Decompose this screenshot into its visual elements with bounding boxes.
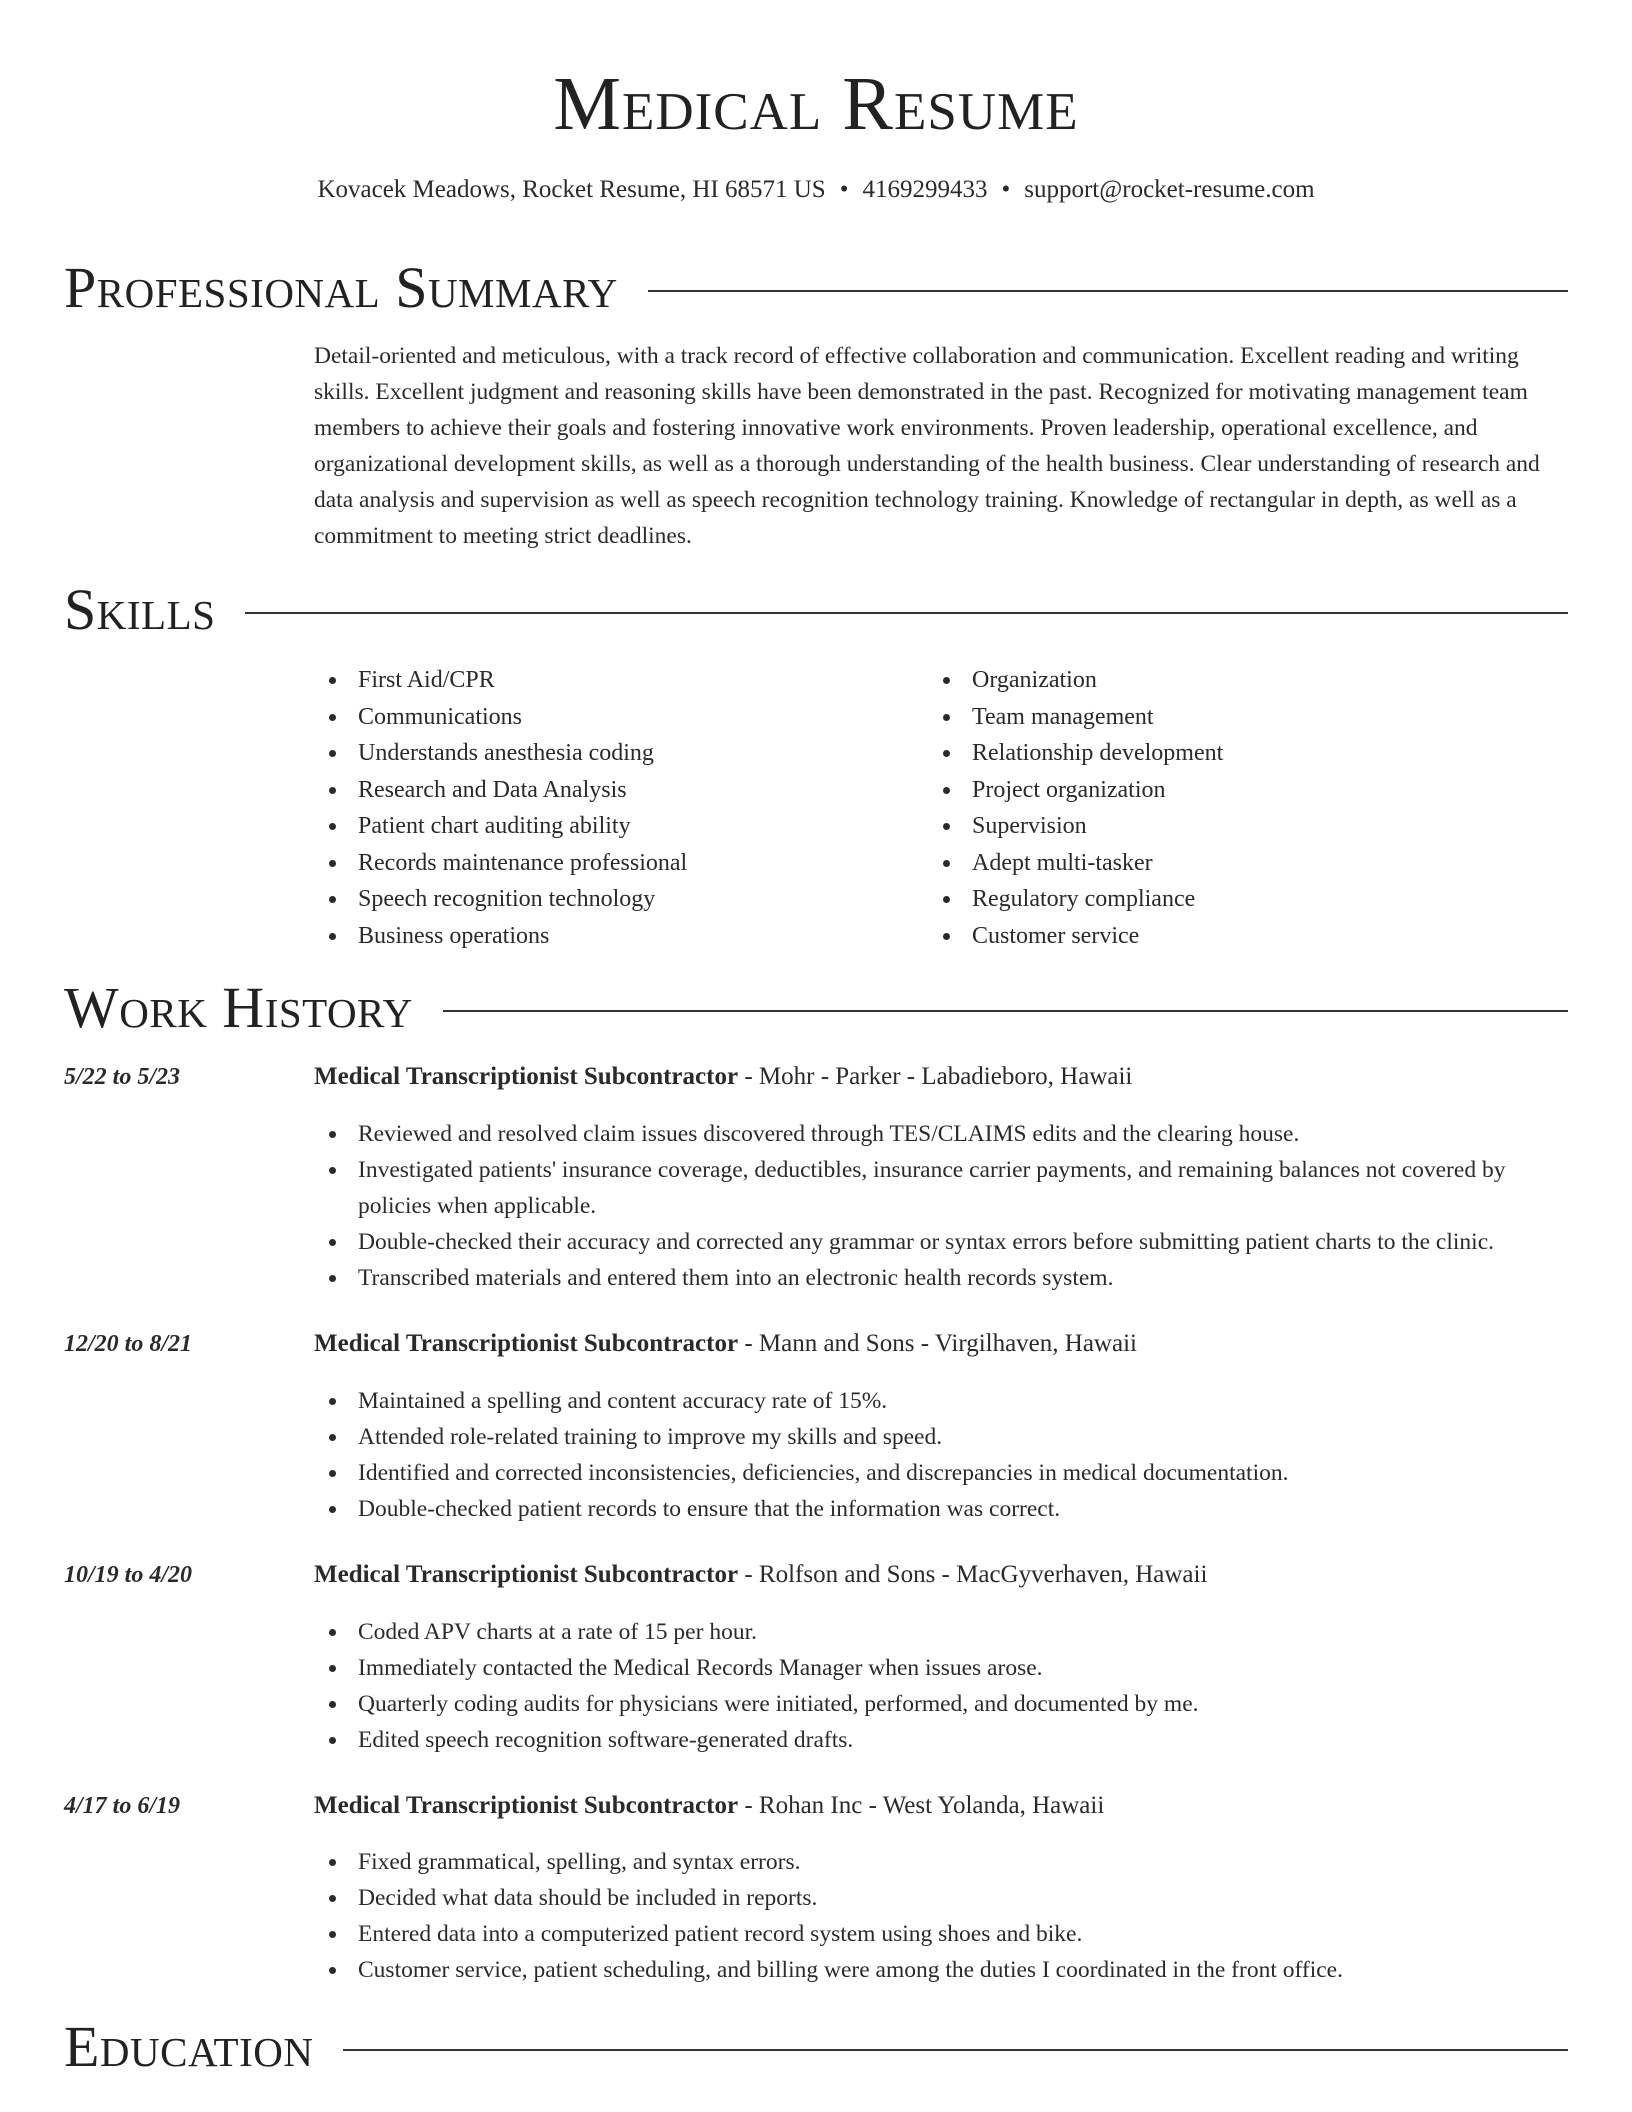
- education-section-title: Education: [64, 2014, 314, 2079]
- job-title: Medical Transcriptionist Subcontractor: [314, 1330, 739, 1357]
- job-title: Medical Transcriptionist Subcontractor: [314, 1792, 739, 1819]
- skill-item: Understands anesthesia coding: [314, 735, 914, 772]
- job-heading: [314, 1790, 1104, 1822]
- job-dates: 5/22 to 5/23: [64, 1064, 181, 1090]
- job-bullets: [314, 1116, 1574, 1296]
- job-bullet: Entered data into a computerized patient record system using shoes and bike.: [314, 1916, 1574, 1952]
- contact-email: support@rocket-resume.com: [1024, 176, 1315, 203]
- skill-item: First Aid/CPR: [314, 662, 914, 699]
- contact-phone: 4169299433: [862, 176, 988, 203]
- skill-item: Research and Data Analysis: [314, 772, 914, 809]
- contact-line: [0, 174, 1632, 206]
- work-section-title: Work History: [64, 975, 413, 1040]
- job-bullets: [314, 1383, 1574, 1527]
- skill-item: Business operations: [314, 918, 914, 955]
- skills-section-title: Skills: [64, 577, 216, 642]
- job-bullet: Customer service, patient scheduling, and billing were among the duties I coordinated in the front office.: [314, 1952, 1574, 1988]
- job-bullet: Reviewed and resolved claim issues discovered through TES/CLAIMS edits and the clearing house.: [314, 1116, 1574, 1152]
- job-bullet: Edited speech recognition software-generated drafts.: [314, 1722, 1574, 1758]
- job-title: Medical Transcriptionist Subcontractor: [314, 1561, 739, 1588]
- job-dates: 10/19 to 4/20: [64, 1562, 193, 1588]
- skill-item: Speech recognition technology: [314, 881, 914, 918]
- job-bullet: Investigated patients' insurance coverage, deductibles, insurance carrier payments, and remaining balances not covered by policies when applicable.: [314, 1152, 1574, 1224]
- skill-item: Team management: [928, 699, 1528, 736]
- job-dates: 12/20 to 8/21: [64, 1331, 193, 1357]
- skill-item: Relationship development: [928, 735, 1528, 772]
- job-bullet: Attended role-related training to improve my skills and speed.: [314, 1419, 1574, 1455]
- contact-address: Kovacek Meadows, Rocket Resume, HI 68571 US: [317, 176, 826, 203]
- section-divider: [245, 612, 1568, 614]
- job-heading: [314, 1559, 1207, 1591]
- job-dates: 4/17 to 6/19: [64, 1793, 181, 1819]
- job-bullet: Fixed grammatical, spelling, and syntax errors.: [314, 1844, 1574, 1880]
- job-bullet: Immediately contacted the Medical Records Manager when issues arose.: [314, 1650, 1574, 1686]
- summary-section-header: [64, 256, 1568, 320]
- job-company: - Mohr - Parker - Labadieboro, Hawaii: [738, 1063, 1133, 1090]
- skill-item: Customer service: [928, 918, 1528, 955]
- skill-item: Patient chart auditing ability: [314, 808, 914, 845]
- job-company: - Rohan Inc - West Yolanda, Hawaii: [738, 1792, 1105, 1819]
- skills-list-right: [928, 662, 1528, 954]
- job-bullet: Transcribed materials and entered them into an electronic health records system.: [314, 1260, 1574, 1296]
- skill-item: Project organization: [928, 772, 1528, 809]
- job-bullet: Quarterly coding audits for physicians were initiated, performed, and documented by me.: [314, 1686, 1574, 1722]
- job-bullet: Coded APV charts at a rate of 15 per hour.: [314, 1614, 1574, 1650]
- job-title: Medical Transcriptionist Subcontractor: [314, 1063, 739, 1090]
- job-bullet: Decided what data should be included in reports.: [314, 1880, 1574, 1916]
- contact-separator: •: [839, 176, 849, 203]
- summary-section-title: Professional Summary: [64, 255, 618, 320]
- contact-separator: •: [1001, 176, 1011, 203]
- education-section-header: [64, 2015, 1568, 2079]
- job-bullet: Identified and corrected inconsistencies, deficiencies, and discrepancies in medical documentation.: [314, 1455, 1574, 1491]
- job-bullets: [314, 1844, 1574, 1988]
- skill-item: Records maintenance professional: [314, 845, 914, 882]
- skill-item: Supervision: [928, 808, 1528, 845]
- job-company: - Rolfson and Sons - MacGyverhaven, Hawaii: [738, 1561, 1208, 1588]
- skills-section-header: [64, 578, 1568, 642]
- section-divider: [648, 290, 1568, 292]
- summary-text: Detail-oriented and meticulous, with a track record of effective collaboration and communication. Excellent reading and writing skills. Excellent judgment and reasoning skills have been demonstrated in the past. Recognized for motivating management team members to achieve their goals and fostering innovative work environments. Proven leadership, operational excellence, and organizational development skills, as well as a thorough understanding of the health business. Clear understanding of research and data analysis and supervision as well as speech recognition technology training. Knowledge of rectangular in depth, as well as a commitment to meeting strict deadlines.: [314, 343, 1540, 549]
- resume-title: Medical Resume: [553, 62, 1079, 146]
- job-heading: [314, 1061, 1132, 1093]
- job-bullet: Maintained a spelling and content accuracy rate of 15%.: [314, 1383, 1574, 1419]
- skill-item: Communications: [314, 699, 914, 736]
- skills-list-left: [314, 662, 914, 954]
- section-divider: [443, 1010, 1568, 1012]
- work-section-header: [64, 976, 1568, 1040]
- skill-item: Adept multi-tasker: [928, 845, 1528, 882]
- job-bullets: [314, 1614, 1574, 1758]
- job-company: - Mann and Sons - Virgilhaven, Hawaii: [738, 1330, 1137, 1357]
- job-bullet: Double-checked patient records to ensure that the information was correct.: [314, 1491, 1574, 1527]
- section-divider: [343, 2049, 1568, 2051]
- job-bullet: Double-checked their accuracy and corrected any grammar or syntax errors before submitting patient charts to the clinic.: [314, 1224, 1574, 1260]
- skill-item: Regulatory compliance: [928, 881, 1528, 918]
- skill-item: Organization: [928, 662, 1528, 699]
- job-heading: [314, 1328, 1137, 1360]
